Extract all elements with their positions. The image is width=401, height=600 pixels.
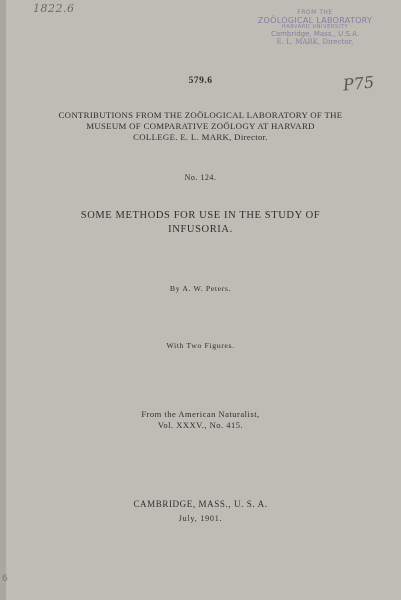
- publication-place: CAMBRIDGE, MASS., U. S. A.: [133, 499, 268, 509]
- source-line-1: From the American Naturalist,: [141, 409, 260, 419]
- stamp-line-4: Cambridge, Mass., U.S.A.: [270, 29, 360, 38]
- contributions-line-3: COLLEGE. E. L. MARK, Director.: [133, 132, 268, 142]
- page-edge: [0, 0, 6, 600]
- source-line-2: Vol. XXXV., No. 415.: [157, 420, 244, 430]
- figures-note: With Two Figures.: [166, 341, 235, 350]
- pencil-annotation-side: 6: [2, 574, 8, 584]
- handwritten-mark: P75: [342, 72, 376, 95]
- library-stamp: [253, 10, 377, 66]
- stamp-line-1: FROM THE: [297, 9, 333, 16]
- stamp-line-5: E. L. MARK, Director.: [276, 37, 354, 46]
- title-line-1: SOME METHODS FOR USE IN THE STUDY OF: [80, 210, 321, 221]
- stamp-line-2: ZOÖLOGICAL LABORATORY: [257, 15, 373, 25]
- publication-date: July, 1901.: [178, 514, 223, 523]
- author-byline: By A. W. Peters.: [169, 284, 232, 293]
- contributions-line-1: CONTRIBUTIONS FROM THE ZOÖLOGICAL LABORATORY OF THE: [58, 110, 343, 120]
- contributions-line-2: MUSEUM OF COMPARATIVE ZOÖLOGY AT HARVARD: [86, 121, 315, 131]
- stamp-line-3: HARVARD UNIVERSITY: [281, 24, 349, 31]
- classification-number: 579.6: [188, 76, 213, 86]
- issue-number: No. 124.: [184, 173, 217, 182]
- pencil-annotation-top: 1822.6: [33, 2, 75, 15]
- title-line-2: INFUSORIA.: [168, 224, 233, 235]
